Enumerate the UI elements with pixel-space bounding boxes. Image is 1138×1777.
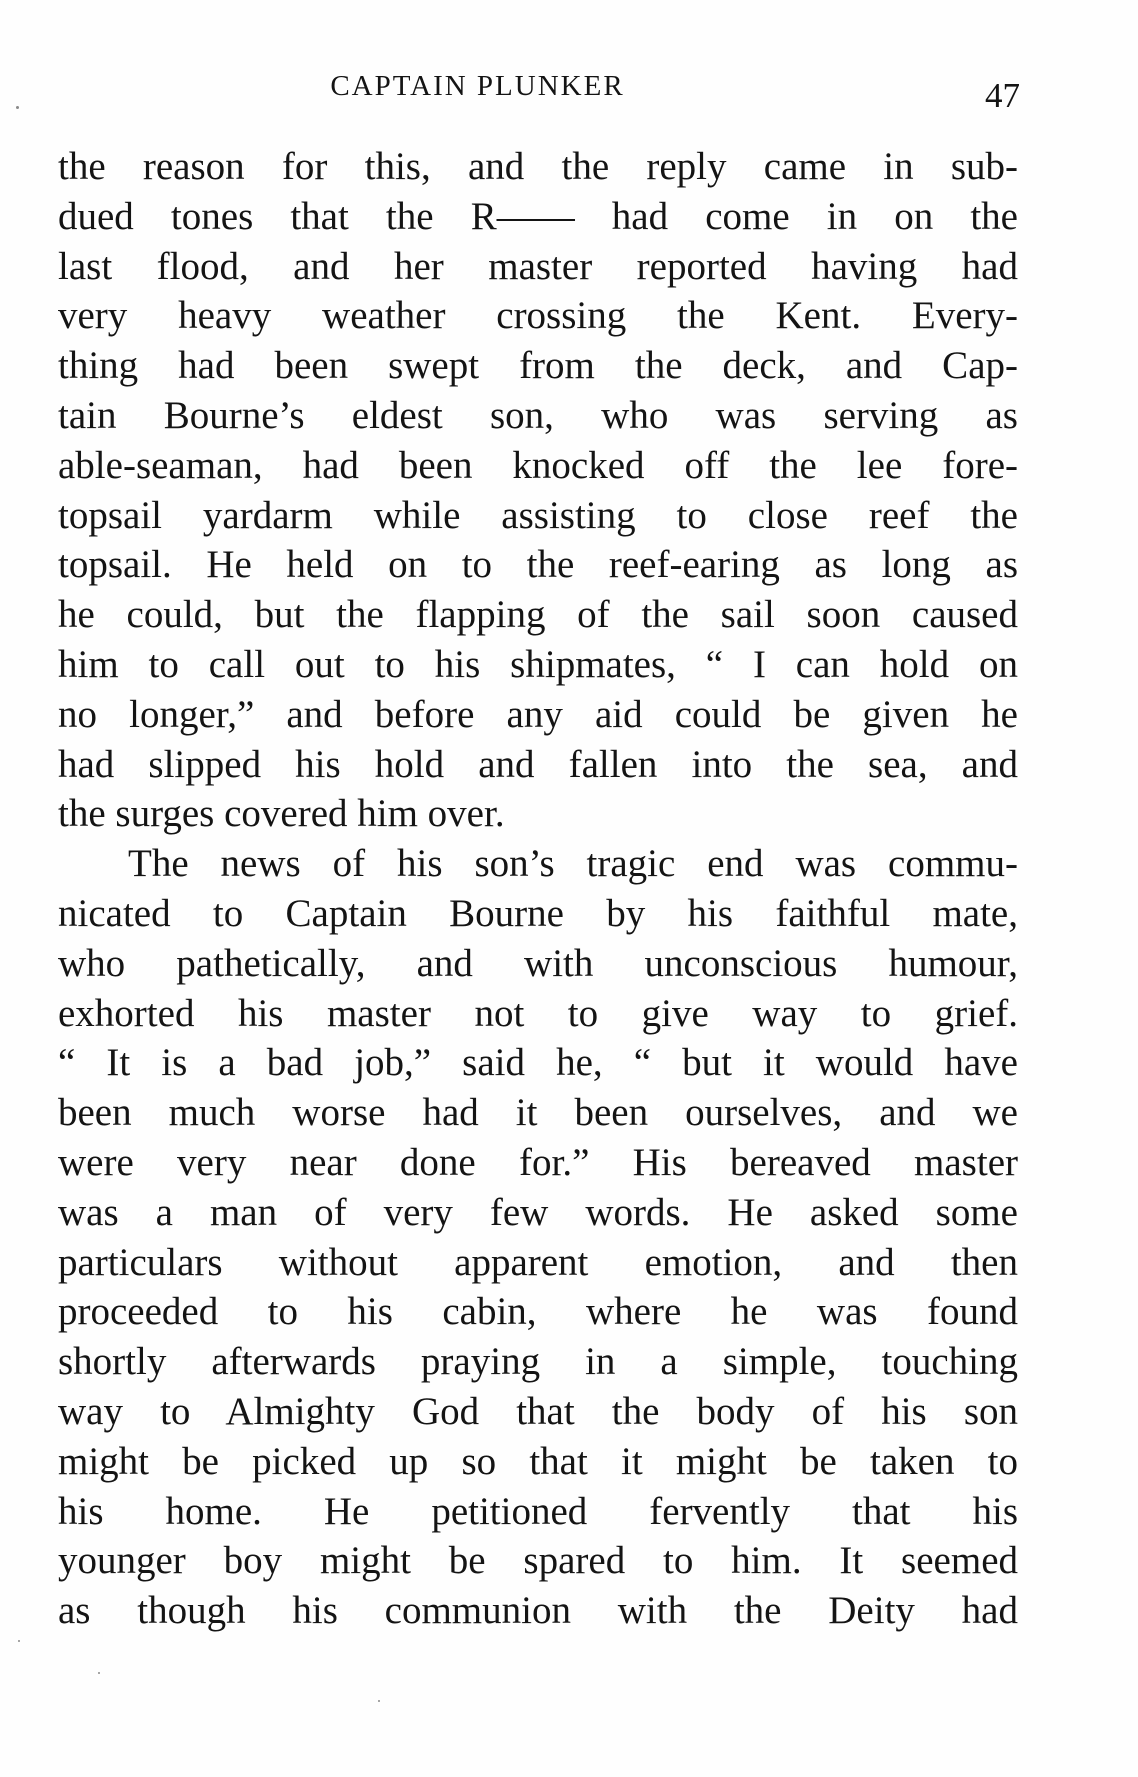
text-line: his home. He petitioned fervently that his — [58, 1489, 1018, 1533]
paragraph-2 — [58, 839, 1018, 1636]
text-line: very heavy weather crossing the Kent. Every- — [58, 294, 1018, 338]
running-title: CAPTAIN PLUNKER — [330, 70, 625, 102]
scan-speck — [18, 1640, 20, 1642]
text-line: younger boy might be spared to him. It seemed — [58, 1539, 1018, 1583]
text-line: proceeded to his cabin, where he was found — [58, 1290, 1018, 1334]
text-line: him to call out to his shipmates, “ I can hold on — [58, 642, 1018, 686]
text-line: nicated to Captain Bourne by his faithful mate, — [58, 891, 1018, 935]
text-line: no longer,” and before any aid could be given he — [58, 692, 1018, 736]
text-line: The news of his son’s tragic end was commu- — [128, 842, 1018, 886]
text-line: who pathetically, and with unconscious humour, — [58, 941, 1018, 985]
text-line: able-seaman, had been knocked off the lee fore- — [58, 443, 1018, 487]
text-line: way to Almighty God that the body of his son — [58, 1389, 1018, 1433]
scan-speck — [98, 1672, 100, 1674]
text-line: as though his communion with the Deity had — [58, 1589, 1018, 1633]
text-line: topsail. He held on to the reef-earing as long as — [58, 543, 1018, 587]
scan-speck — [16, 106, 19, 109]
text-line: the surges covered him over. — [58, 792, 505, 836]
running-head — [60, 62, 1020, 115]
text-line: shortly afterwards praying in a simple, touching — [58, 1340, 1018, 1384]
text-line: exhorted his master not to give way to grief. — [58, 991, 1018, 1035]
text-line: might be picked up so that it might be taken to — [58, 1439, 1018, 1483]
text-line: last flood, and her master reported having had — [58, 244, 1018, 288]
text-line: the reason for this, and the reply came in sub- — [58, 145, 1018, 188]
text-line: “ It is a bad job,” said he, “ but it would have — [58, 1041, 1018, 1085]
text-line: topsail yardarm while assisting to close reef the — [58, 493, 1018, 537]
page-number: 47 — [985, 76, 1020, 115]
text-line: had slipped his hold and fallen into the sea, and — [58, 742, 1018, 786]
text-line: been much worse had it been ourselves, and we — [58, 1091, 1018, 1135]
paragraph-1 — [58, 142, 1018, 839]
text-line: dued tones that the R—— had come in on the — [58, 194, 1018, 238]
text-line: he could, but the flapping of the sail soon caused — [58, 593, 1018, 637]
text-line: particulars without apparent emotion, and then — [58, 1240, 1018, 1284]
scan-speck — [378, 1700, 380, 1702]
body-text — [58, 142, 1018, 1636]
text-line: thing had been swept from the deck, and Cap- — [58, 344, 1018, 388]
text-line: was a man of very few words. He asked some — [58, 1190, 1018, 1234]
text-line: tain Bourne’s eldest son, who was serving as — [58, 393, 1018, 437]
text-line: were very near done for.” His bereaved master — [58, 1140, 1018, 1184]
